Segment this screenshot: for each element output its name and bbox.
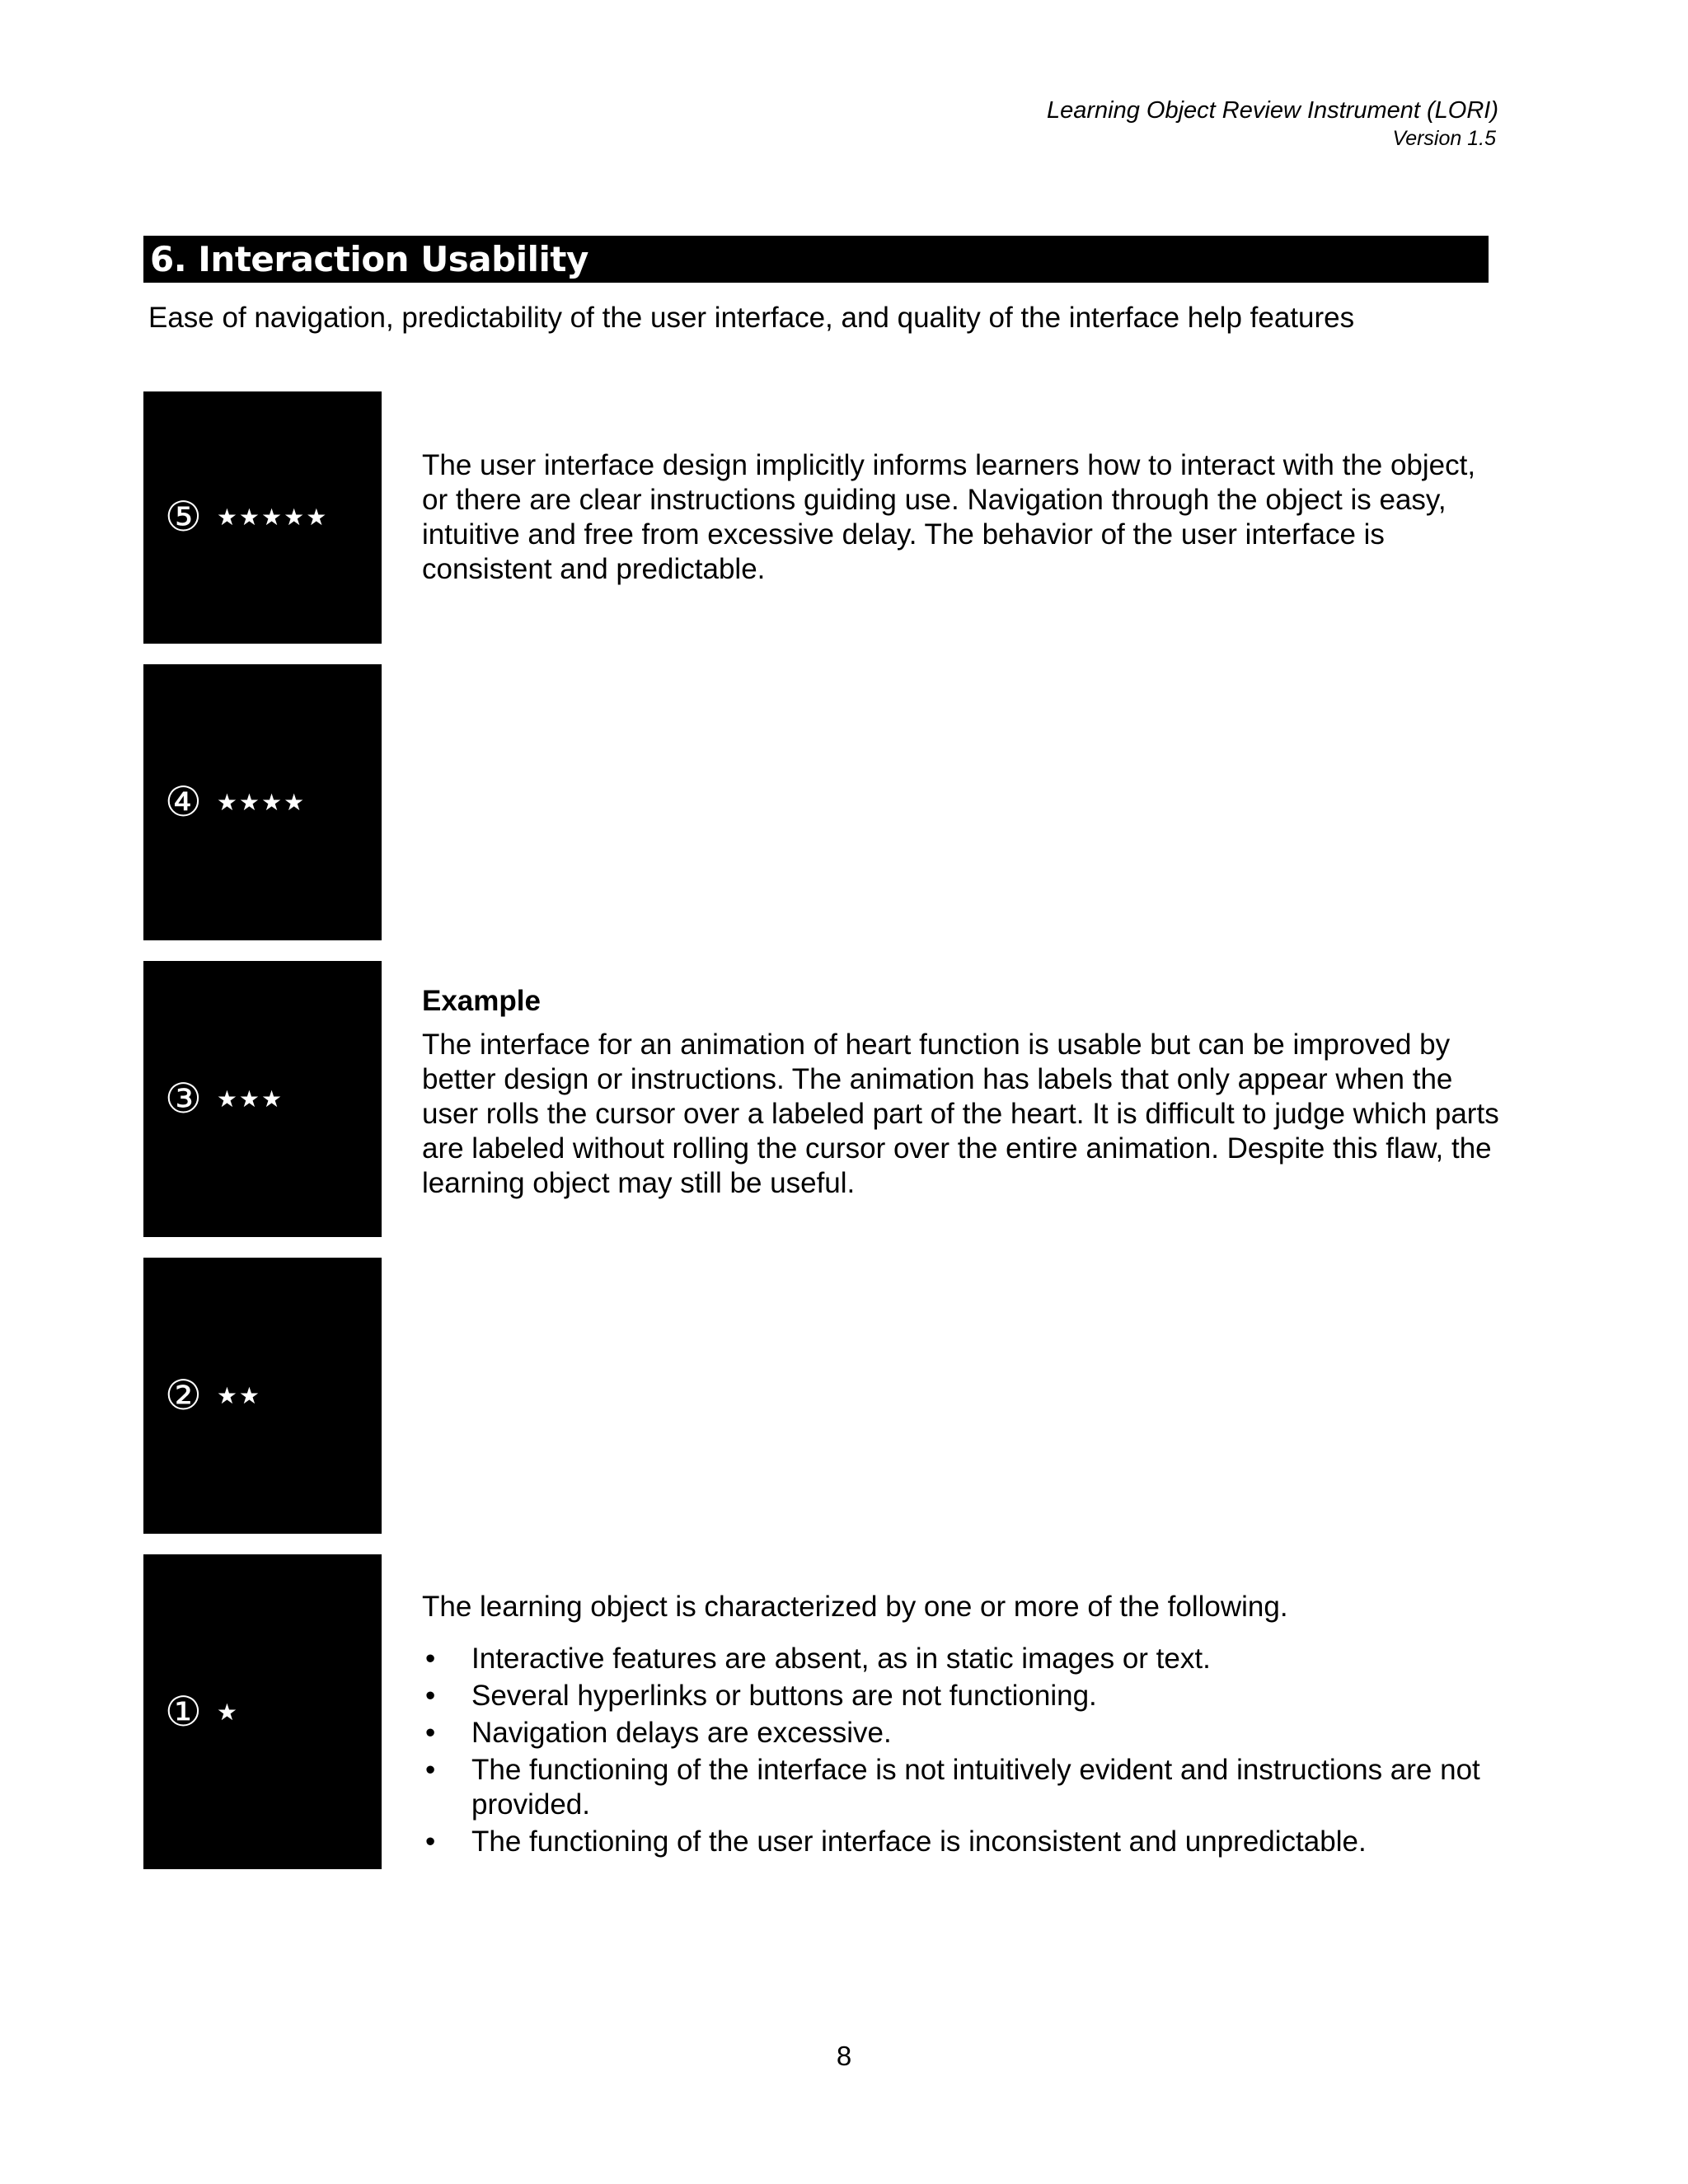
list-item-text: The functioning of the user interface is inconsistent and unpredictable. bbox=[471, 1825, 1367, 1858]
section-title-bar bbox=[143, 236, 1489, 283]
level-5-description: The user interface design implicitly informs learners how to interact with the object, or there are clear instructions guiding use. Navigation through the object is easy, intuitive and free from excessive delay. The behavior of the user interface is consistent and predictable. bbox=[422, 449, 1476, 585]
rating-number-3: ③ bbox=[165, 1075, 202, 1122]
rating-box-4 bbox=[143, 664, 382, 940]
bullet-icon: • bbox=[425, 1754, 436, 1786]
rating-box-1 bbox=[143, 1554, 382, 1869]
rating-label-5 bbox=[165, 493, 329, 541]
star-icons-5: ★★★★★ bbox=[216, 503, 329, 531]
rating-box-3 bbox=[143, 961, 382, 1237]
rating-label-1 bbox=[165, 1688, 239, 1736]
list-item bbox=[422, 1679, 1502, 1713]
example-heading: Example bbox=[422, 985, 541, 1017]
level-1-intro: The learning object is characterized by one or more of the following. bbox=[422, 1591, 1288, 1623]
bullet-icon: • bbox=[425, 1643, 436, 1675]
list-item bbox=[422, 1825, 1502, 1859]
section-description: Ease of navigation, predictability of the user interface, and quality of the interface help features bbox=[148, 302, 1355, 334]
rating-box-2 bbox=[143, 1258, 382, 1534]
rating-number-4: ④ bbox=[165, 778, 202, 826]
example-text: The interface for an animation of heart function is usable but can be improved by better design or instructions. The animation has labels that only appear when the user rolls the cursor over a labeled part of the heart. It is difficult to judge which parts are labeled without rolling the cursor over the entire animation. Despite this flaw, the learning object may still be useful. bbox=[422, 1029, 1499, 1199]
document-header-title: Learning Object Review Instrument (LORI) bbox=[1047, 97, 1498, 124]
list-item bbox=[422, 1716, 1502, 1750]
bullet-icon: • bbox=[425, 1680, 436, 1712]
list-item bbox=[422, 1642, 1502, 1676]
star-icons-4: ★★★★ bbox=[216, 788, 307, 816]
list-item-text: The functioning of the interface is not intuitively evident and instructions are not provided. bbox=[471, 1754, 1480, 1821]
list-item bbox=[422, 1753, 1502, 1822]
level-1-criteria-list bbox=[422, 1642, 1502, 1862]
list-item-text: Interactive features are absent, as in static images or text. bbox=[471, 1643, 1211, 1675]
star-icons-3: ★★★ bbox=[216, 1085, 284, 1113]
document-header-version: Version 1.5 bbox=[1392, 127, 1496, 150]
section-title: 6. Interaction Usability bbox=[150, 239, 588, 279]
rating-box-5 bbox=[143, 391, 382, 644]
bullet-icon: • bbox=[425, 1717, 436, 1749]
star-icons-1: ★ bbox=[216, 1698, 239, 1726]
rating-number-5: ⑤ bbox=[165, 493, 202, 541]
page-number: 8 bbox=[836, 2041, 852, 2071]
list-item-text: Several hyperlinks or buttons are not functioning. bbox=[471, 1680, 1097, 1712]
rating-label-4 bbox=[165, 778, 307, 826]
rating-label-2 bbox=[165, 1371, 262, 1419]
rating-number-2: ② bbox=[165, 1371, 202, 1419]
star-icons-2: ★★ bbox=[216, 1381, 262, 1409]
rating-number-1: ① bbox=[165, 1688, 202, 1736]
bullet-icon: • bbox=[425, 1825, 436, 1858]
list-item-text: Navigation delays are excessive. bbox=[471, 1717, 892, 1749]
rating-label-3 bbox=[165, 1075, 284, 1122]
